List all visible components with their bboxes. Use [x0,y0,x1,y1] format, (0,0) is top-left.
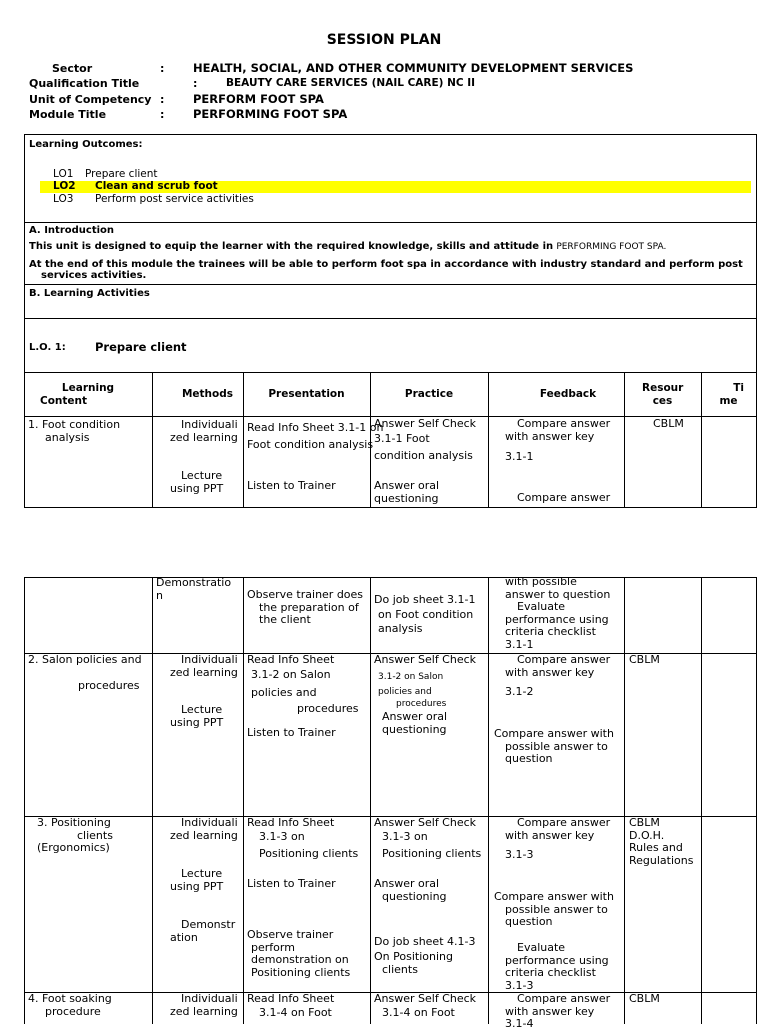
cont-presentation [247,589,363,627]
row-3-method-demonstration [170,919,235,944]
method-line: Demonstratio [156,576,232,589]
practice-line: Answer oral [374,479,440,492]
page-title: SESSION PLAN [326,32,442,48]
feedback-line: criteria checklist [505,966,596,979]
qualification-label: Qualification Title [29,77,140,90]
feedback-line: Compare answer [517,992,611,1005]
method-line: n [156,588,163,602]
row-2-feedback-3 [494,728,614,766]
intro-p2-line2: services activities. [41,270,147,281]
feedback-line: question [505,752,553,765]
feedback-line: possible answer to [505,739,608,753]
practice-line: questioning [382,889,447,903]
presentation-line: perform [251,940,295,954]
method-line: zed learning [170,1004,238,1018]
lo2-code: LO2 [53,180,76,192]
col-header-time-1: Ti [733,382,744,394]
row-2-feedback-1 [505,654,610,679]
feedback-line: with answer key [505,828,595,842]
presentation-line: 3.1-2 on Salon [251,668,331,681]
content-line: procedure [45,1004,101,1018]
col-header-content-1: Learning [61,382,115,394]
practice-line: 3.1-2 on Salon [378,671,444,682]
col-header-time [701,382,756,407]
presentation-line: 3.1-3 on [259,830,305,843]
row-1-resources: CBLM [653,417,684,430]
feedback-line: with possible [505,575,577,588]
colon: : [160,93,165,106]
lo-title: Prepare client [95,340,187,354]
practice-line: 3.1-4 on Foot [382,1006,455,1019]
practice-line: Answer Self Check [374,417,477,430]
row-3-method-individualized [170,817,238,842]
practice-line: Answer Self Check [374,816,477,829]
content-line: procedures [78,678,140,692]
col-header-methods [152,388,243,401]
col-header-resources-1: Resour [642,382,684,394]
intro-p2-line1: At the end of this module the trainees will be able to perform foot spa in accordance with industry standard and perform post [29,259,743,270]
presentation-line: the preparation of [259,600,359,614]
method-line: Lecture [181,469,223,482]
method-line: using PPT [170,481,224,495]
practice-line: On Positioning [374,949,453,963]
row-3-practice-3 [374,935,475,976]
unit-label: Unit of Competency [29,93,152,106]
presentation-line: Positioning clients [259,846,359,860]
content-line: 4. Foot soaking [28,992,112,1005]
col-header-content-2: Content [40,394,88,407]
presentation-line: Read Info Sheet [247,992,335,1005]
presentation-line: the client [259,613,311,626]
presentation-line: 3.1-4 on Foot [259,1006,332,1019]
feedback-line: 3.1-4 [505,1017,534,1030]
sector-label: Sector [52,62,93,75]
feedback-line: Compare answer with [494,890,614,903]
row-3-practice-2 [374,878,447,903]
resource-line: Rules and [629,841,683,854]
feedback-line: with answer key [505,1004,595,1018]
presentation-line: Read Info Sheet 3.1-1 on [247,421,384,434]
content-line: 3. Positioning [37,816,111,829]
method-line: using PPT [170,715,224,729]
sector-value: HEALTH, SOCIAL, AND OTHER COMMUNITY DEVELOPMENT SERVICES [193,61,634,75]
practice-line: Answer Self Check [374,992,477,1005]
cont-feedback [505,576,610,651]
row-2-practice-2 [382,711,447,736]
table-row-4-content [28,993,112,1018]
method-line: Individuali [181,418,238,431]
practice-line: analysis [378,622,423,635]
method-line: zed learning [170,430,238,444]
feedback-line: possible answer to [505,902,608,916]
col-header-feedback: Feedback [539,388,597,400]
presentation-line: Read Info Sheet [247,816,335,829]
method-line: Individuali [181,992,238,1005]
feedback-line: Compare answer [517,653,611,666]
feedback-line: with answer key [505,429,595,443]
feedback-line: Compare answer with [494,727,614,740]
row-2-method-lecture [170,704,223,729]
method-line: using PPT [170,879,224,893]
content-line: 2. Salon policies and [28,653,142,666]
method-line: Lecture [181,703,223,716]
row-1-feedback-1 [505,418,610,443]
practice-line: Answer oral [382,710,448,723]
practice-line: 3.1-3 on [382,830,428,843]
practice-line: questioning [382,722,447,736]
row-3-feedback-4 [505,942,609,992]
col-header-content [24,382,152,407]
row-3-method-lecture [170,868,223,893]
resource-line: D.O.H. [629,828,665,842]
method-line: Lecture [181,867,223,880]
row-2-resources: CBLM [629,653,660,666]
learning-outcomes-header: Learning Outcomes: [29,139,143,150]
table-row-1-content [28,419,120,444]
practice-line: clients [382,963,418,976]
lo3-text: Perform post service activities [95,193,254,205]
practice-line: Do job sheet 4.1-3 [374,935,476,948]
presentation-line: Positioning clients [251,965,351,979]
row-2-feedback-2: 3.1-2 [505,685,534,698]
lo3-code: LO3 [53,193,74,205]
practice-line: Positioning clients [382,846,482,860]
cont-practice [374,593,475,637]
row-3-feedback-1 [505,817,610,842]
presentation-line: Read Info Sheet [247,653,335,666]
row-2-presentation-2: Listen to Trainer [247,726,336,739]
qualification-value: BEAUTY CARE SERVICES (NAIL CARE) NC II [226,77,476,89]
row-1-presentation-1 [247,422,383,451]
row-2-method-individualized [170,654,238,679]
feedback-line: Evaluate [517,941,566,954]
feedback-line: performance using [505,612,609,626]
colon: : [160,108,165,121]
row-4-resources: CBLM [629,992,660,1005]
row-3-feedback-3 [494,891,614,929]
row-3-presentation-3 [247,929,350,979]
method-line: zed learning [170,665,238,679]
practice-line: condition analysis [374,449,473,462]
practice-line: procedures [396,698,447,709]
method-line: zed learning [170,828,238,842]
method-line: Individuali [181,653,238,666]
module-label: Module Title [29,108,107,121]
presentation-line: Observe trainer does [247,588,364,601]
colon: : [160,62,165,75]
lo1-code: LO1 [53,168,74,180]
row-4-practice-1 [374,993,476,1022]
learning-activities-header: B. Learning Activities [29,288,150,299]
method-line: Demonstr [181,918,236,931]
row-3-presentation-1 [247,817,358,862]
col-header-resources [624,382,701,407]
row-3-practice-1 [374,817,481,862]
method-line: ation [170,930,198,944]
col-header-resources-2: ces [652,394,673,407]
resource-line: CBLM [629,816,660,829]
presentation-line: procedures [297,702,359,715]
row-1-practice-2 [374,480,439,505]
resource-line: Regulations [629,853,694,867]
presentation-line: demonstration on [251,953,349,966]
lo-code: L.O. 1: [29,342,66,353]
content-line: analysis [45,430,90,444]
practice-line: questioning [374,491,439,505]
row-1-feedback-3: Compare answer [517,491,611,504]
practice-line: Answer oral [374,877,440,890]
feedback-line: 3.1-1 [505,637,534,651]
feedback-line: with answer key [505,665,595,679]
cont-method-demonstration [156,577,231,602]
presentation-line: Observe trainer [247,928,334,941]
row-1-presentation-2: Listen to Trainer [247,479,336,492]
feedback-line: criteria checklist [505,625,596,638]
lo2-text: Clean and scrub foot [95,180,218,192]
row-2-practice-1 [374,654,476,710]
row-2-presentation-1 [247,654,359,716]
row-4-feedback-1 [505,993,610,1031]
intro-paragraph-1 [29,241,666,252]
col-header-presentation: Presentation [268,388,345,400]
colon: : [193,77,198,90]
row-1-method-lecture [170,470,223,495]
row-3-presentation-2: Listen to Trainer [247,877,336,890]
content-line: (Ergonomics) [37,841,110,854]
practice-line: Do job sheet 3.1-1 [374,593,476,606]
col-header-practice: Practice [404,388,454,400]
practice-line: policies and [378,686,432,697]
row-1-practice-1 [374,418,476,464]
feedback-line: question [505,915,553,928]
table-row-3-content [37,817,113,855]
practice-line: on Foot condition [378,607,474,621]
presentation-line: policies and [251,685,317,699]
presentation-line: Foot condition analysis [247,437,374,451]
method-line: Individuali [181,816,238,829]
intro-p1-tail: PERFORMING FOOT SPA. [556,242,667,252]
module-value: PERFORMING FOOT SPA [193,107,348,121]
row-3-resources [629,817,693,867]
content-line: clients [77,828,113,842]
intro-p1-bold: This unit is designed to equip the learner with the required knowledge, skills and attitude in [29,241,554,252]
feedback-line: performance using [505,953,609,967]
table-row-2-content [28,654,142,692]
row-3-feedback-2: 3.1-3 [505,848,534,861]
row-1-feedback-2: 3.1-1 [505,450,534,463]
feedback-line: Compare answer [517,417,611,430]
practice-line: Answer Self Check [374,653,477,666]
col-header-time-2: me [719,394,738,407]
feedback-line: answer to question [505,587,611,601]
lo1-text: Prepare client [85,168,158,180]
introduction-header: A. Introduction [29,225,115,236]
row-4-method-individualized [170,993,238,1018]
feedback-line: Evaluate [517,600,566,613]
unit-value: PERFORM FOOT SPA [193,92,324,106]
practice-line: 3.1-1 Foot [374,432,430,445]
col-header-methods-text: Methods [181,388,233,400]
feedback-line: Compare answer [517,816,611,829]
row-4-presentation-1 [247,993,334,1022]
row-1-method-individualized [170,419,238,444]
content-line: 1. Foot condition [28,418,121,431]
feedback-line: 3.1-3 [505,978,534,992]
